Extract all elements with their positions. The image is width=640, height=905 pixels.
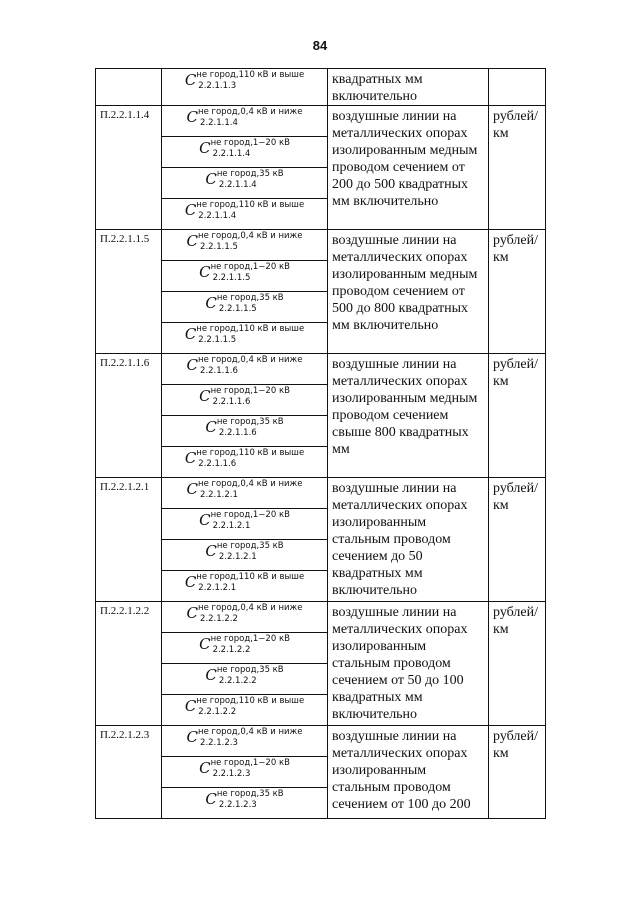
rate-formula (162, 292, 328, 323)
formula-symbol: C (186, 728, 199, 746)
formula-subscript: 2.2.1.2.1 (212, 521, 251, 531)
formula-subscript: 2.2.1.2.3 (218, 800, 257, 810)
item-unit: рублей/км (489, 354, 546, 478)
formula-superscript: не город,110 кВ и выше (196, 696, 305, 706)
rate-formula (162, 540, 328, 571)
formula-subscript: 2.2.1.1.4 (198, 211, 237, 221)
item-code: П.2.2.1.1.6 (96, 354, 162, 478)
rate-formula (162, 788, 328, 819)
rate-formula (162, 447, 328, 478)
table-row (96, 69, 546, 106)
rate-formula (162, 571, 328, 602)
rate-formula (162, 695, 328, 726)
formula-superscript: не город,35 кВ (216, 293, 284, 303)
formula-superscript: не город,110 кВ и выше (196, 200, 305, 210)
formula-symbol: C (205, 418, 217, 436)
formula-superscript: не город,35 кВ (216, 541, 284, 551)
rate-formula (162, 726, 328, 757)
rate-formula (162, 602, 328, 633)
formula-superscript: не город,0,4 кВ и ниже (198, 479, 303, 489)
formula-superscript: не город,35 кВ (216, 789, 284, 799)
formula-symbol: C (184, 449, 197, 467)
item-description: воздушные линии на металлических опорах изолированным медным проводом сечением свыше 800 квадратных мм (328, 354, 489, 478)
formula-subscript: 2.2.1.1.6 (200, 366, 238, 376)
page-number: 84 (312, 38, 328, 53)
formula-superscript: не город,110 кВ и выше (196, 448, 305, 458)
formula-superscript: не город,110 кВ и выше (196, 324, 305, 334)
rate-formula (162, 137, 328, 168)
formula-subscript: 2.2.1.2.2 (198, 707, 237, 717)
formula-superscript: не город,0,4 кВ и ниже (198, 355, 303, 365)
rate-formula (162, 385, 328, 416)
item-unit: рублей/км (489, 230, 546, 354)
item-description: воздушные линии на металлических опорах изолированным медным проводом сечением от 200 до 500 квадратных мм включительно (328, 106, 489, 230)
formula-symbol: C (184, 71, 197, 89)
formula-subscript: 2.2.1.1.6 (198, 459, 237, 469)
formula-symbol: C (199, 387, 211, 405)
formula-symbol: C (199, 635, 211, 653)
rate-formula (162, 354, 328, 385)
formula-symbol: C (199, 759, 211, 777)
formula-subscript: 2.2.1.2.1 (198, 583, 237, 593)
formula-subscript: 2.2.1.2.1 (200, 490, 238, 500)
formula-subscript: 2.2.1.1.5 (200, 242, 238, 252)
formula-subscript: 2.2.1.2.3 (200, 738, 238, 748)
table-row (96, 478, 546, 509)
rate-formula (162, 478, 328, 509)
item-unit: рублей/км (489, 726, 546, 819)
formula-symbol: C (205, 790, 217, 808)
formula-superscript: не город,1−20 кВ (210, 758, 290, 768)
tariff-table (95, 68, 546, 819)
item-code: П.2.2.1.2.3 (96, 726, 162, 819)
formula-superscript: не город,0,4 кВ и ниже (198, 107, 303, 117)
table-row (96, 230, 546, 261)
rate-formula (162, 230, 328, 261)
formula-superscript: не город,0,4 кВ и ниже (198, 727, 303, 737)
item-code: П.2.2.1.1.4 (96, 106, 162, 230)
formula-superscript: не город,35 кВ (216, 417, 284, 427)
formula-symbol: C (184, 573, 197, 591)
formula-subscript: 2.2.1.2.2 (200, 614, 238, 624)
item-unit (489, 69, 546, 106)
formula-symbol: C (199, 139, 211, 157)
formula-superscript: не город,35 кВ (216, 169, 284, 179)
formula-superscript: не город,1−20 кВ (210, 138, 290, 148)
item-unit: рублей/км (489, 478, 546, 602)
item-code (96, 69, 162, 106)
item-description: квадратных мм включительно (328, 69, 489, 106)
formula-symbol: C (205, 542, 217, 560)
formula-symbol: C (186, 108, 199, 126)
item-description: воздушные линии на металлических опорах изолированным медным проводом сечением от 500 до 800 квадратных мм включительно (328, 230, 489, 354)
formula-superscript: не город,35 кВ (216, 665, 284, 675)
rate-formula (162, 633, 328, 664)
formula-symbol: C (184, 201, 197, 219)
rate-formula (162, 664, 328, 695)
formula-superscript: не город,110 кВ и выше (196, 70, 305, 80)
rate-formula (162, 509, 328, 540)
table-row (96, 602, 546, 633)
formula-subscript: 2.2.1.1.5 (212, 273, 251, 283)
formula-superscript: не город,0,4 кВ и ниже (198, 603, 303, 613)
formula-subscript: 2.2.1.1.5 (198, 335, 237, 345)
item-description: воздушные линии на металлических опорах изолированным стальным проводом сечением от 50 до 100 квадратных мм включительно (328, 602, 489, 726)
rate-formula (162, 416, 328, 447)
formula-symbol: C (205, 294, 217, 312)
formula-symbol: C (199, 263, 211, 281)
rate-formula (162, 757, 328, 788)
formula-subscript: 2.2.1.1.5 (218, 304, 257, 314)
rate-formula (162, 168, 328, 199)
formula-subscript: 2.2.1.1.4 (200, 118, 238, 128)
item-unit: рублей/км (489, 106, 546, 230)
item-code: П.2.2.1.1.5 (96, 230, 162, 354)
formula-symbol: C (199, 511, 211, 529)
formula-superscript: не город,1−20 кВ (210, 386, 290, 396)
formula-subscript: 2.2.1.1.6 (212, 397, 251, 407)
item-code: П.2.2.1.2.2 (96, 602, 162, 726)
formula-superscript: не город,0,4 кВ и ниже (198, 231, 303, 241)
table-row (96, 726, 546, 757)
item-description: воздушные линии на металлических опорах изолированным стальным проводом сечением до 50 квадратных мм включительно (328, 478, 489, 602)
formula-superscript: не город,110 кВ и выше (196, 572, 305, 582)
formula-subscript: 2.2.1.1.6 (218, 428, 257, 438)
formula-subscript: 2.2.1.2.2 (212, 645, 251, 655)
formula-symbol: C (186, 356, 199, 374)
formula-subscript: 2.2.1.1.4 (212, 149, 251, 159)
table-row (96, 354, 546, 385)
formula-symbol: C (186, 480, 199, 498)
formula-symbol: C (186, 604, 199, 622)
formula-symbol: C (184, 697, 197, 715)
formula-superscript: не город,1−20 кВ (210, 634, 290, 644)
rate-formula (162, 323, 328, 354)
formula-subscript: 2.2.1.2.3 (212, 769, 251, 779)
formula-subscript: 2.2.1.2.2 (218, 676, 257, 686)
item-code: П.2.2.1.2.1 (96, 478, 162, 602)
rate-formula (162, 69, 328, 106)
formula-subscript: 2.2.1.1.3 (198, 81, 237, 91)
rate-formula (162, 261, 328, 292)
tariff-table-body (96, 69, 546, 819)
formula-symbol: C (184, 325, 197, 343)
rate-formula (162, 199, 328, 230)
formula-superscript: не город,1−20 кВ (210, 510, 290, 520)
formula-symbol: C (205, 666, 217, 684)
item-description: воздушные линии на металлических опорах изолированным стальным проводом сечением от 100 до 200 (328, 726, 489, 819)
formula-symbol: C (205, 170, 217, 188)
rate-formula (162, 106, 328, 137)
item-unit: рублей/км (489, 602, 546, 726)
formula-superscript: не город,1−20 кВ (210, 262, 290, 272)
table-row (96, 106, 546, 137)
formula-symbol: C (186, 232, 199, 250)
formula-subscript: 2.2.1.2.1 (218, 552, 257, 562)
formula-subscript: 2.2.1.1.4 (218, 180, 257, 190)
